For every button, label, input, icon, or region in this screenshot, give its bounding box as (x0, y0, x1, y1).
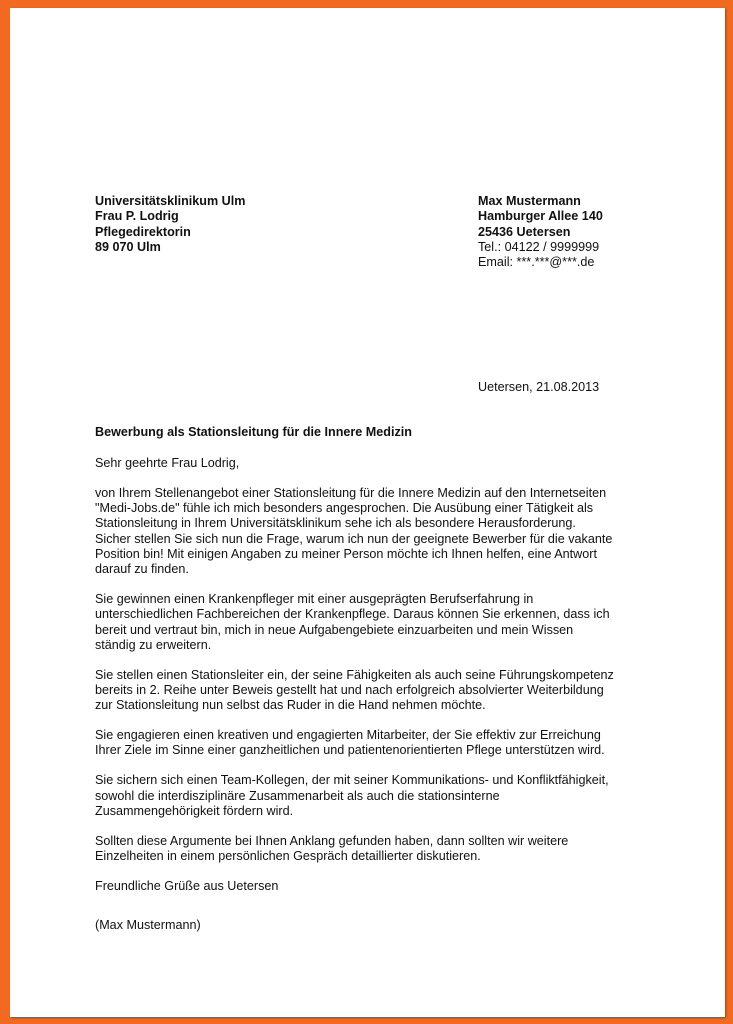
recipient-line: Frau P. Lodrig (95, 209, 179, 224)
signature (95, 918, 655, 933)
recipient-line: Universitätsklinikum Ulm (95, 194, 246, 208)
paragraph-line: sowohl die interdisziplinäre Zusammenarbeit als auch die stationsinterne (95, 788, 500, 803)
paragraph-line: Ihrer Ziele im Sinne einer ganzheitlichen und patientenorientierten Pflege unterstützen wird. (95, 743, 605, 758)
paragraph-line: Sie stellen einen Stationsleiter ein, der seine Fähigkeiten als auch seine Führungskompetenz (95, 667, 614, 682)
paragraph-line: Sie engagieren einen kreativen und engagierten Mitarbeiter, der Sie effektiv zur Erreichung (95, 728, 601, 743)
signature-text: (Max Mustermann) (95, 918, 201, 933)
letter-subject: Bewerbung als Stationsleitung für die Innere Medizin (95, 425, 412, 439)
paragraph (95, 486, 655, 578)
paragraph-line: Sie gewinnen einen Krankenpfleger mit einer ausgeprägten Berufserfahrung in (95, 592, 534, 607)
paragraph (95, 728, 655, 759)
paragraph (95, 773, 655, 819)
recipient-line: Pflegedirektorin (95, 224, 191, 239)
paragraph-line: bereits in 2. Reihe unter Beweis gestellt hat und nach erfolgreich absolvierter Weiterbildung (95, 683, 604, 698)
sender-name: Max Mustermann (478, 194, 581, 208)
paragraph-line: "Medi-Jobs.de" fühle ich mich besonders angesprochen. Die Ausübung einer Tätigkeit als (95, 501, 594, 516)
sender-phone: Tel.: 04122 / 9999999 (478, 239, 600, 254)
letter-date: Uetersen, 21.08.2013 (478, 380, 600, 394)
closing-text: Freundliche Grüße aus Uetersen (95, 878, 279, 893)
sender-email: Email: ***.***@***.de (478, 255, 595, 270)
paragraph (95, 834, 655, 865)
paragraph (95, 592, 655, 653)
paragraph-line: Stationsleitung in Ihrem Universitätsklinikum sehe ich als besondere Herausforderung. (95, 516, 576, 531)
paragraph-line: bereit und vertraut bin, mich in neue Aufgabengebiete einzuarbeiten und mein Wissen (95, 622, 574, 637)
salutation-text: Sehr geehrte Frau Lodrig, (95, 456, 240, 470)
paragraph-line: von Ihrem Stellenangebot einer Stationsleitung für die Innere Medizin auf den Internetseiten (95, 485, 607, 500)
paragraph (95, 668, 655, 714)
sender-city: 25436 Uetersen (478, 224, 571, 239)
paragraph-line: Einzelheiten in einem persönlichen Gespräch detaillierter diskutieren. (95, 848, 481, 863)
sender-address (478, 194, 603, 270)
paragraph-line: ständig zu erweitern. (95, 637, 212, 652)
paragraph-line: unterschiedlichen Fachbereichen der Krankenpflege. Daraus können Sie erkennen, dass ich (95, 607, 610, 622)
paragraph-line: Sicher stellen Sie sich nun die Frage, warum ich nun der geeignete Bewerber für die vakante (95, 531, 613, 546)
paragraph-line: Sie sichern sich einen Team-Kollegen, der mit seiner Kommunikations- und Konfliktfähigkeit, (95, 773, 609, 788)
paragraph-line: zur Stationsleitung nun selbst das Ruder in die Hand nehmen möchte. (95, 698, 486, 713)
paragraph-line: Sollten diese Argumente bei Ihnen Anklang gefunden haben, dann sollten wir weitere (95, 833, 569, 848)
sender-street: Hamburger Allee 140 (478, 209, 603, 224)
paragraph-line: Zusammengehörigkeit fördern wird. (95, 803, 294, 818)
paragraph-line: darauf zu finden. (95, 562, 189, 577)
letter-body (95, 456, 655, 948)
recipient-address (95, 194, 245, 255)
closing (95, 879, 655, 894)
paragraph-line: Position bin! Mit einigen Angaben zu meiner Person möchte ich Ihnen helfen, eine Antwort (95, 546, 597, 561)
recipient-line: 89 070 Ulm (95, 239, 161, 254)
salutation (95, 456, 655, 471)
